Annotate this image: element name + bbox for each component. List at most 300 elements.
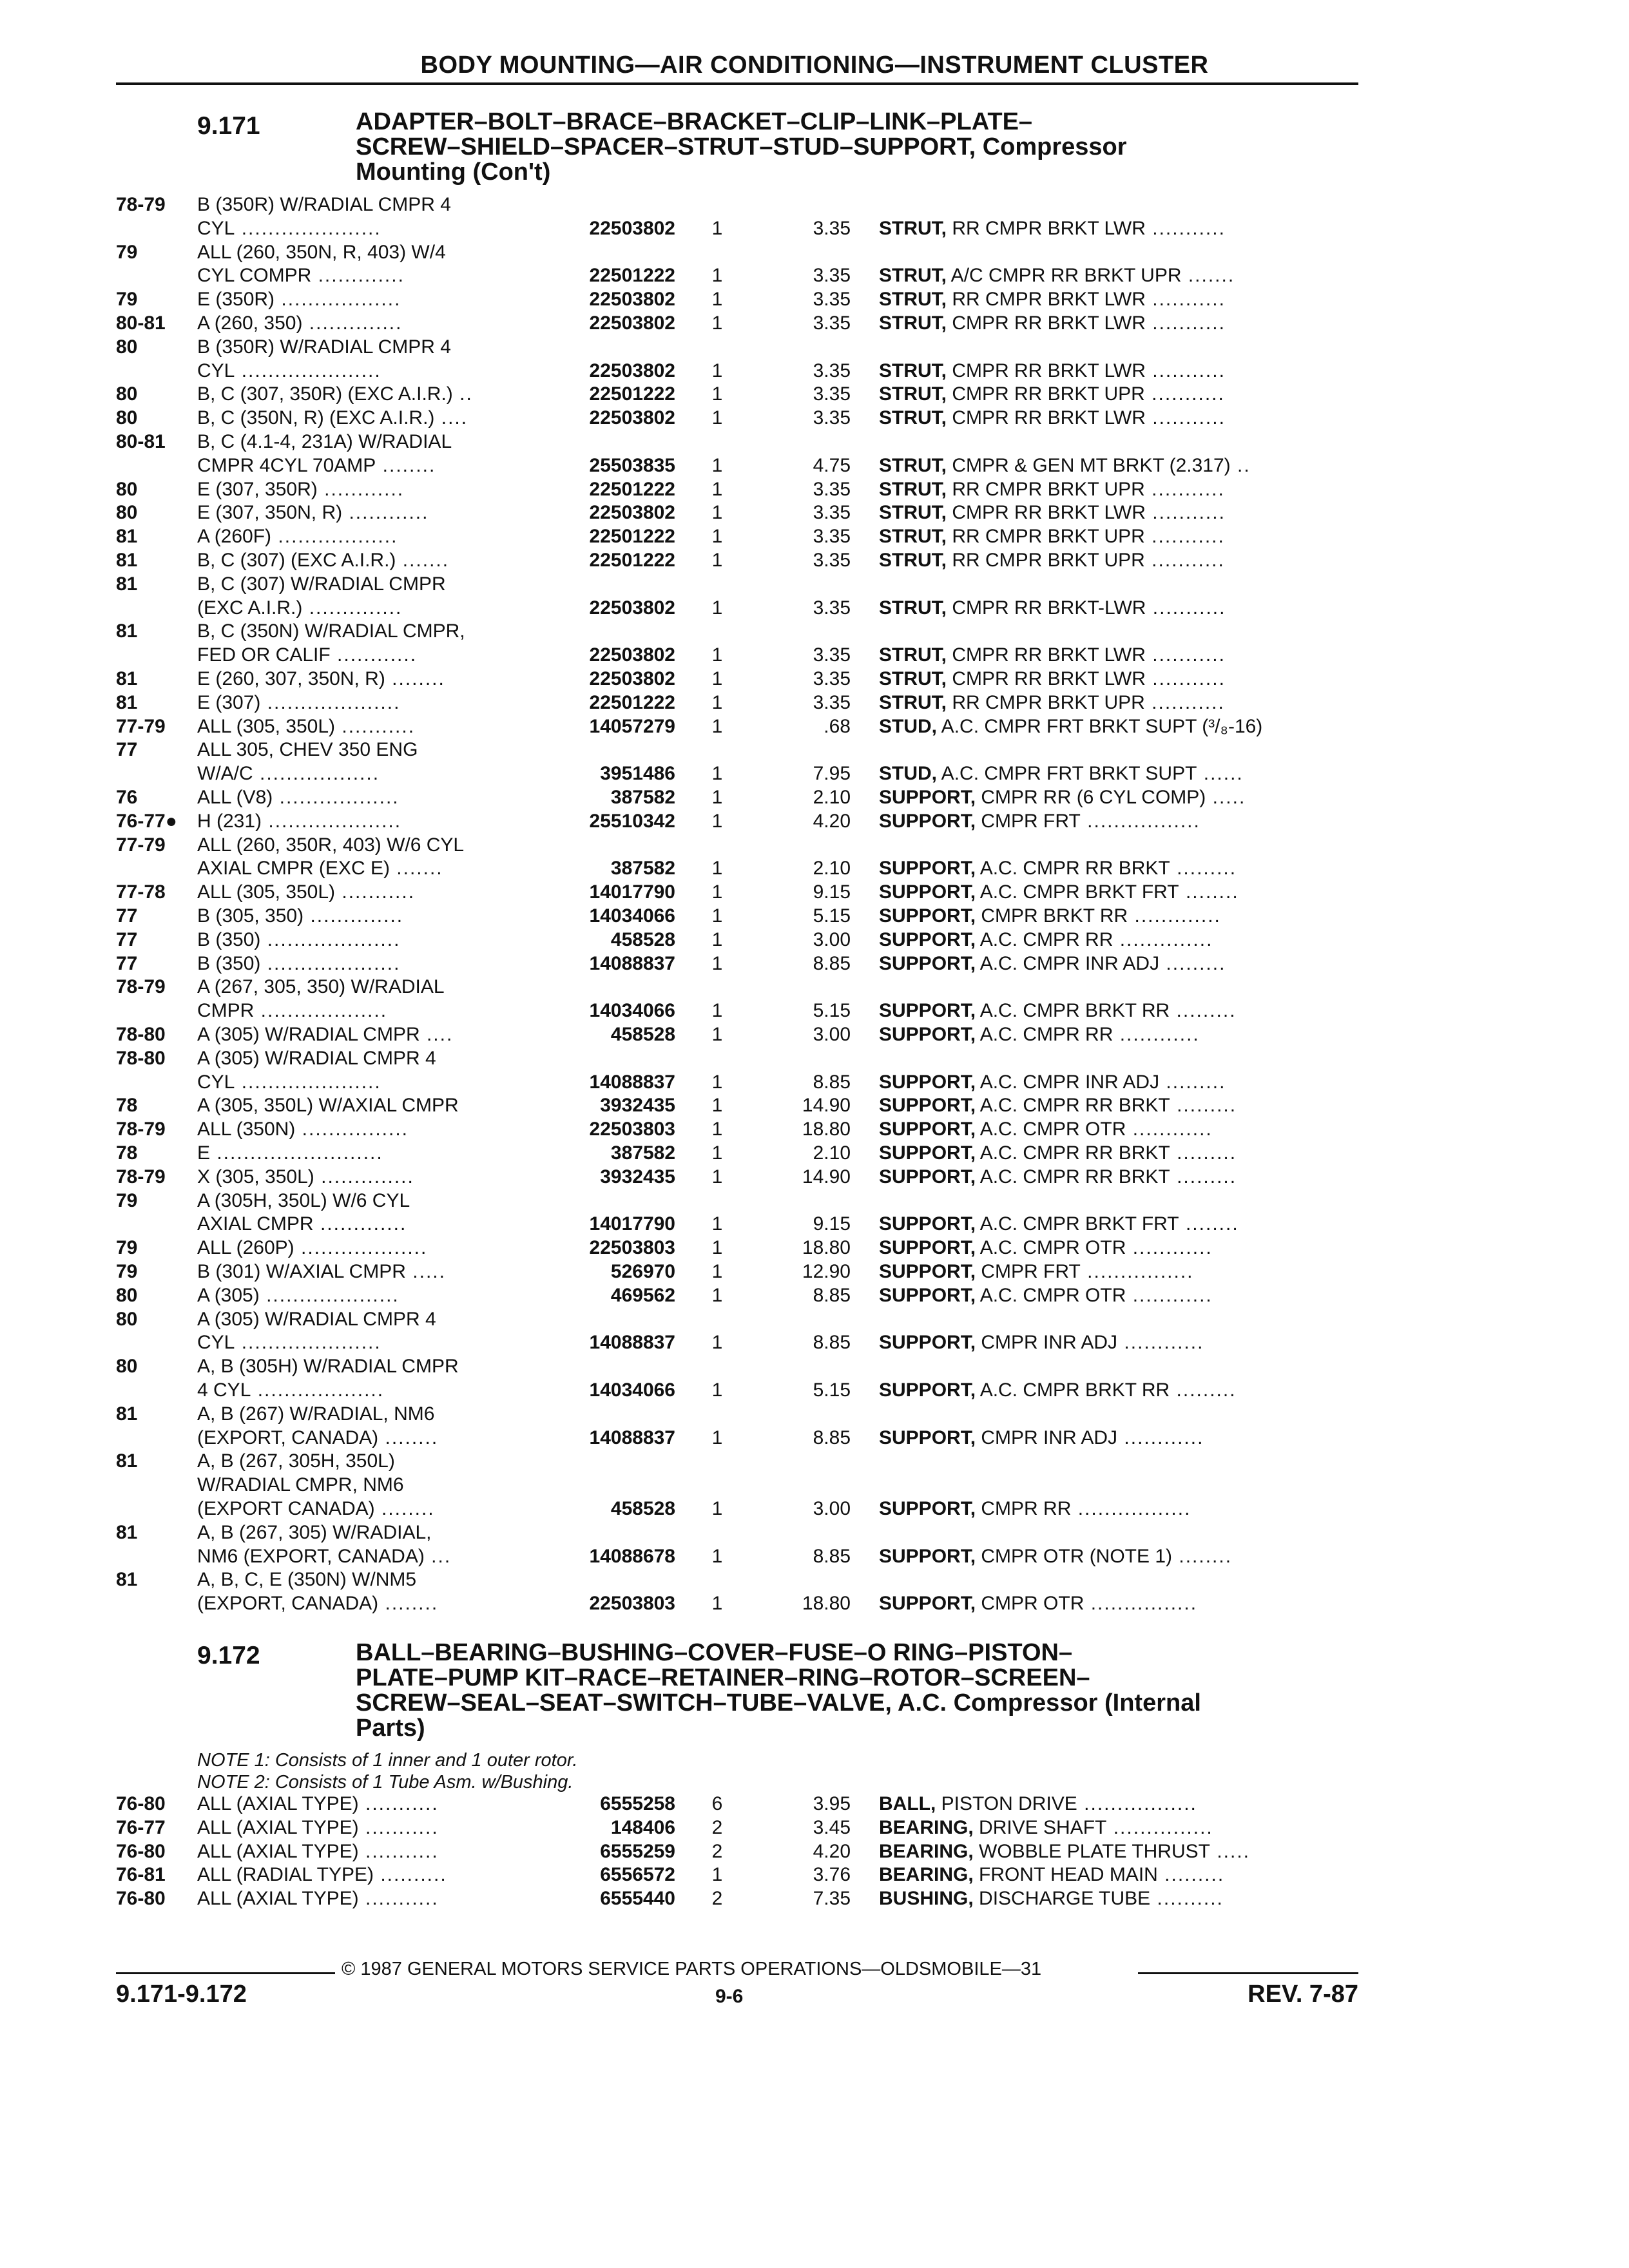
- part-number: 469562: [610, 1284, 675, 1306]
- part-name: [879, 288, 1226, 311]
- application: [197, 738, 418, 762]
- leader-dots: .........: [1159, 952, 1226, 974]
- application-text: B (350): [197, 928, 261, 950]
- part-name: [879, 881, 1239, 904]
- leader-dots: ...................: [294, 1237, 428, 1259]
- model-years: 80: [116, 383, 138, 405]
- table-row: [0, 1260, 1629, 1283]
- note: NOTE 1: Consists of 1 inner and 1 outer rotor.: [197, 1750, 578, 1771]
- application: [197, 881, 415, 904]
- price: 8.85: [813, 952, 851, 974]
- leader-dots: ................: [1084, 1593, 1198, 1615]
- leader-dots: ..................: [271, 526, 398, 548]
- part-name: [879, 501, 1226, 524]
- part-name-text: CMPR FRT: [976, 1261, 1081, 1282]
- leader-dots: ............: [1113, 1024, 1200, 1045]
- model-years: 78-79: [116, 1166, 166, 1187]
- application-text: B (350R) W/RADIAL CMPR 4: [197, 194, 451, 215]
- part-number: 387582: [610, 858, 675, 879]
- leader-dots: .....: [1206, 787, 1246, 808]
- table-row: [0, 573, 1629, 596]
- application: [197, 549, 449, 572]
- part-name-keyword: STRUT,: [879, 360, 947, 381]
- leader-dots: ...........: [358, 1840, 439, 1862]
- part-name-keyword: STRUT,: [879, 668, 947, 689]
- leader-dots: .......: [389, 858, 443, 879]
- leader-dots: ................: [1080, 1261, 1194, 1282]
- application: [197, 501, 429, 524]
- leader-dots: ..................: [273, 787, 400, 808]
- part-name-text: A.C. CMPR INR ADJ: [976, 1071, 1160, 1093]
- price: 3.00: [813, 1024, 851, 1045]
- model-years: 77: [116, 928, 138, 950]
- application-text: ALL 305, CHEV 350 ENG: [197, 739, 418, 761]
- model-years: 81: [116, 1521, 138, 1543]
- application: [197, 905, 403, 928]
- application: [197, 999, 387, 1023]
- part-name: [879, 549, 1225, 572]
- leader-dots: ...........: [335, 715, 416, 737]
- application-text: AXIAL CMPR (EXC E): [197, 858, 390, 879]
- model-years: 81: [116, 620, 138, 642]
- table-row: [0, 1331, 1629, 1354]
- price: 3.35: [813, 597, 851, 619]
- part-number: 14017790: [589, 881, 675, 903]
- application-text: ALL (AXIAL TYPE): [197, 1840, 359, 1862]
- table-row: [0, 217, 1629, 240]
- application: [197, 952, 400, 975]
- price: 5.15: [813, 1379, 851, 1401]
- part-name-keyword: SUPPORT,: [879, 1545, 976, 1567]
- table-row: [0, 549, 1629, 572]
- table-row: [0, 1308, 1629, 1331]
- part-name-text: A.C. CMPR RR: [976, 1024, 1113, 1045]
- quantity: 1: [711, 1000, 723, 1022]
- part-number: 6555258: [600, 1793, 675, 1814]
- table-row: [0, 1023, 1629, 1046]
- application: [197, 1497, 435, 1521]
- part-name: [879, 952, 1226, 975]
- application: [197, 1284, 400, 1307]
- part-name-text: A.C. CMPR BRKT RR: [976, 1000, 1170, 1022]
- table-row: [0, 501, 1629, 524]
- part-name-keyword: STUD,: [879, 763, 937, 785]
- model-years: 80: [116, 1284, 138, 1306]
- quantity: 1: [711, 550, 723, 571]
- price: 3.35: [813, 407, 851, 429]
- leader-dots: .......: [1181, 265, 1235, 287]
- application: [197, 928, 400, 952]
- application: [197, 1355, 459, 1378]
- part-name-text: CMPR RR BRKT LWR: [947, 312, 1146, 334]
- application-text: B, C (4.1-4, 231A) W/RADIAL: [197, 431, 452, 452]
- price: 3.35: [813, 289, 851, 311]
- table-row: [0, 1189, 1629, 1213]
- part-name-keyword: SUPPORT,: [879, 1024, 976, 1045]
- application: [197, 1213, 407, 1236]
- part-name-keyword: STRUT,: [879, 526, 947, 548]
- model-years: 80: [116, 336, 138, 358]
- application-text: (EXC A.I.R.): [197, 597, 303, 619]
- leader-dots: ...........: [1144, 383, 1225, 405]
- leader-dots: ............: [1117, 1427, 1204, 1448]
- part-name-text: A.C. CMPR RR: [976, 928, 1113, 950]
- quantity: 1: [711, 644, 723, 666]
- part-number: 25503835: [589, 454, 675, 476]
- leader-dots: ..............: [302, 312, 403, 334]
- model-years: 81: [116, 668, 138, 689]
- model-years: 77: [116, 952, 138, 974]
- application-text: E (307, 350N, R): [197, 502, 343, 524]
- application: [197, 715, 415, 738]
- part-number: 22501222: [589, 691, 675, 713]
- part-name: [879, 1545, 1232, 1568]
- table-row: [0, 1379, 1629, 1402]
- application-text: AXIAL CMPR: [197, 1213, 314, 1235]
- leader-dots: ........: [1172, 1545, 1233, 1567]
- leader-dots: ..: [1230, 454, 1251, 476]
- part-name-keyword: BEARING,: [879, 1840, 974, 1862]
- quantity: 1: [711, 1142, 723, 1164]
- part-name-keyword: BEARING,: [879, 1816, 974, 1838]
- table-row: [0, 1592, 1629, 1615]
- table-row: [0, 999, 1629, 1023]
- leader-dots: ....................: [260, 928, 401, 950]
- leader-dots: ...........: [335, 881, 416, 903]
- leader-dots: ........: [1179, 1213, 1239, 1235]
- table-row: [0, 786, 1629, 809]
- application-text: NM6 (EXPORT, CANADA): [197, 1545, 425, 1567]
- price: 18.80: [802, 1593, 851, 1615]
- model-years: 80-81: [116, 312, 166, 334]
- table-row: [0, 525, 1629, 548]
- table-row: [0, 1474, 1629, 1497]
- footer-section-range: 9.171-9.172: [116, 1981, 247, 2008]
- leader-dots: ...........: [1144, 478, 1225, 500]
- part-name: [879, 1023, 1200, 1046]
- price: 3.35: [813, 360, 851, 381]
- model-years: 76-80: [116, 1840, 166, 1862]
- quantity: 2: [711, 1840, 723, 1862]
- application: [197, 1189, 410, 1213]
- part-number: 526970: [610, 1261, 675, 1282]
- application: [197, 1474, 404, 1497]
- part-number: 14088837: [589, 1071, 675, 1093]
- application: [197, 217, 381, 240]
- price: 3.35: [813, 478, 851, 500]
- application: [197, 975, 445, 999]
- leader-dots: ..................: [275, 289, 401, 311]
- part-number: 22501222: [589, 478, 675, 500]
- part-name: [879, 1260, 1194, 1283]
- quantity: 1: [711, 763, 723, 785]
- leader-dots: ............: [1117, 1332, 1204, 1354]
- table-row: [0, 288, 1629, 311]
- quantity: 1: [711, 217, 723, 239]
- part-number: 458528: [610, 1498, 675, 1519]
- application-text: (EXPORT CANADA): [197, 1498, 375, 1519]
- application-text: ALL (260, 350N, R, 403) W/4: [197, 241, 446, 263]
- application-text: A, B, C, E (350N) W/NM5: [197, 1569, 417, 1591]
- part-name-text: CMPR INR ADJ: [976, 1427, 1118, 1448]
- leader-dots: ...........: [1144, 691, 1225, 713]
- part-name-text: A/C CMPR RR BRKT UPR: [947, 265, 1182, 287]
- leader-dots: ...........: [1145, 217, 1226, 239]
- part-number: 458528: [610, 1024, 675, 1045]
- model-years: 80: [116, 1308, 138, 1330]
- leader-dots: .........: [1170, 1142, 1237, 1164]
- quantity: 1: [711, 383, 723, 405]
- leader-dots: .............: [311, 265, 405, 287]
- quantity: 1: [711, 1427, 723, 1448]
- application-text: B (301) W/AXIAL CMPR: [197, 1261, 406, 1282]
- application-text: E: [197, 1142, 211, 1164]
- part-number: 387582: [610, 1142, 675, 1164]
- part-name: [879, 217, 1226, 240]
- application-text: A (267, 305, 350) W/RADIAL: [197, 976, 445, 998]
- part-name: [879, 1094, 1237, 1117]
- table-row: [0, 668, 1629, 691]
- application: [197, 1403, 434, 1426]
- quantity: 1: [711, 1284, 723, 1306]
- application-text: A, B (305H) W/RADIAL CMPR: [197, 1356, 459, 1378]
- part-name-keyword: STRUT,: [879, 454, 947, 476]
- part-name-keyword: SUPPORT,: [879, 1332, 976, 1354]
- part-name-text: CMPR FRT: [976, 810, 1081, 832]
- part-number: 22503803: [589, 1593, 675, 1615]
- part-name: [879, 407, 1226, 430]
- quantity: 1: [711, 1024, 723, 1045]
- model-years: 81: [116, 550, 138, 571]
- quantity: 1: [711, 265, 723, 287]
- part-name-text: A.C. CMPR RR BRKT: [976, 1142, 1170, 1164]
- part-name-keyword: STRUT,: [879, 597, 947, 619]
- page-title: BODY MOUNTING—AIR CONDITIONING—INSTRUMENT CLUSTER: [420, 52, 1209, 79]
- section-title-line: Mounting (Con't): [356, 159, 551, 186]
- price: 5.15: [813, 905, 851, 927]
- price: 3.35: [813, 383, 851, 405]
- part-number: 6555259: [600, 1840, 675, 1862]
- part-name: [879, 1118, 1213, 1141]
- leader-dots: ......: [1197, 763, 1244, 785]
- table-row: [0, 1284, 1629, 1307]
- part-name-keyword: BEARING,: [879, 1864, 974, 1886]
- part-name-keyword: SUPPORT,: [879, 1095, 976, 1117]
- part-number: 22503802: [589, 644, 675, 666]
- part-name-text: A.C. CMPR BRKT FRT: [976, 1213, 1179, 1235]
- leader-dots: ............: [1126, 1119, 1213, 1140]
- part-name: [879, 905, 1221, 928]
- part-number: 3932435: [600, 1166, 675, 1187]
- part-number: 3951486: [600, 763, 675, 785]
- price: 9.15: [813, 1213, 851, 1235]
- leader-dots: ...........: [1146, 597, 1226, 619]
- part-name-keyword: STRUT,: [879, 407, 947, 429]
- part-number: 22503802: [589, 502, 675, 524]
- part-name: [879, 1071, 1226, 1094]
- application-text: A (305): [197, 1284, 260, 1306]
- application-text: E (350R): [197, 289, 275, 311]
- quantity: 1: [711, 407, 723, 429]
- section-title: [356, 1640, 1361, 1741]
- application-text: ALL (V8): [197, 787, 273, 808]
- part-number: 22501222: [589, 383, 675, 405]
- table-row: [0, 881, 1629, 904]
- model-years: 77: [116, 905, 138, 927]
- part-name-text: A.C. CMPR OTR: [976, 1237, 1126, 1259]
- leader-dots: .....: [1210, 1840, 1250, 1862]
- part-name-text: CMPR OTR: [976, 1593, 1084, 1615]
- table-row: [0, 1545, 1629, 1568]
- table-row: [0, 715, 1629, 738]
- price: 4.20: [813, 810, 851, 832]
- part-number: 22503802: [589, 312, 675, 334]
- application-text: A (305H, 350L) W/6 CYL: [197, 1189, 410, 1211]
- price: 3.35: [813, 668, 851, 689]
- application: [197, 478, 404, 501]
- table-row: [0, 1840, 1629, 1863]
- price: 3.35: [813, 526, 851, 548]
- application: [197, 620, 465, 643]
- quantity: 1: [711, 1095, 723, 1117]
- leader-dots: .............: [313, 1213, 407, 1235]
- application-text: B (305, 350): [197, 905, 304, 927]
- price: 3.35: [813, 265, 851, 287]
- application-text: A (305) W/RADIAL CMPR: [197, 1024, 420, 1045]
- part-name: [879, 1331, 1204, 1354]
- application: [197, 336, 451, 359]
- price: 3.76: [813, 1864, 851, 1886]
- quantity: 1: [711, 858, 723, 879]
- application: [197, 1450, 395, 1473]
- application: [197, 810, 401, 833]
- table-row: [0, 1071, 1629, 1094]
- price: 2.10: [813, 1142, 851, 1164]
- part-name: [879, 1284, 1213, 1307]
- leader-dots: .........: [1170, 1000, 1237, 1022]
- section-title: [356, 110, 1361, 185]
- part-name: [879, 360, 1226, 383]
- application-text: ALL (305, 350L): [197, 715, 336, 737]
- leader-dots: ............: [342, 502, 429, 524]
- leader-dots: ...........: [1145, 668, 1226, 689]
- leader-dots: .........: [1170, 1379, 1237, 1401]
- table-row: [0, 1403, 1629, 1426]
- leader-dots: ..............: [302, 597, 403, 619]
- table-row: [0, 478, 1629, 501]
- leader-dots: .......: [396, 550, 450, 571]
- price: 3.95: [813, 1793, 851, 1814]
- application-text: A (260, 350): [197, 312, 303, 334]
- section-number: 9.172: [197, 1642, 260, 1669]
- part-name-keyword: STRUT,: [879, 478, 947, 500]
- leader-dots: ...........: [358, 1816, 439, 1838]
- price: 9.15: [813, 881, 851, 903]
- part-name-keyword: BALL,: [879, 1793, 936, 1814]
- part-number: 14034066: [589, 1379, 675, 1401]
- leader-dots: .........................: [210, 1142, 383, 1164]
- part-name-keyword: SUPPORT,: [879, 1427, 976, 1448]
- footer-rule-right: [1138, 1972, 1358, 1974]
- part-name-text: A.C. CMPR RR BRKT: [976, 1166, 1170, 1187]
- leader-dots: ....................: [260, 952, 401, 974]
- model-years: 81: [116, 691, 138, 713]
- part-name-keyword: SUPPORT,: [879, 1000, 976, 1022]
- part-name: [879, 1792, 1197, 1816]
- part-name: [879, 1142, 1237, 1165]
- part-number: 22501222: [589, 526, 675, 548]
- table-row: [0, 312, 1629, 335]
- leader-dots: .........: [1170, 858, 1237, 879]
- table-row: [0, 360, 1629, 383]
- table-row: [0, 1236, 1629, 1260]
- leader-dots: ............: [1126, 1284, 1213, 1306]
- part-name: [879, 928, 1213, 952]
- application-text: B, C (307) (EXC A.I.R.): [197, 550, 396, 571]
- table-row: [0, 430, 1629, 454]
- part-name: [879, 1592, 1197, 1615]
- application-text: A, B (267) W/RADIAL, NM6: [197, 1403, 435, 1425]
- price: 8.85: [813, 1284, 851, 1306]
- part-name-text: CMPR RR BRKT LWR: [947, 668, 1146, 689]
- quantity: 1: [711, 289, 723, 311]
- application: [197, 644, 417, 667]
- part-name-keyword: SUPPORT,: [879, 810, 976, 832]
- application-text: H (231): [197, 810, 262, 832]
- model-years: 78-79: [116, 976, 166, 998]
- part-number: 3932435: [600, 1095, 675, 1117]
- table-row: [0, 454, 1629, 477]
- part-name: [879, 264, 1235, 287]
- table-row: [0, 383, 1629, 406]
- quantity: 1: [711, 810, 723, 832]
- price: 3.35: [813, 550, 851, 571]
- part-name-keyword: STRUT,: [879, 289, 947, 311]
- leader-dots: .................: [1077, 1793, 1197, 1814]
- leader-dots: ............: [330, 644, 418, 666]
- part-name-text: CMPR BRKT RR: [976, 905, 1128, 927]
- application: [197, 573, 446, 596]
- price: 3.00: [813, 928, 851, 950]
- model-years: 77-79: [116, 834, 166, 856]
- quantity: 1: [711, 478, 723, 500]
- part-name: [879, 1236, 1213, 1260]
- part-name: [879, 1497, 1191, 1521]
- application-text: ALL (AXIAL TYPE): [197, 1816, 359, 1838]
- model-years: 81: [116, 1569, 138, 1591]
- part-name-text: CMPR OTR (NOTE 1): [976, 1545, 1173, 1567]
- application-text: CYL: [197, 1071, 235, 1093]
- leader-dots: .........: [1170, 1166, 1237, 1187]
- application-text: B, C (307) W/RADIAL CMPR: [197, 573, 446, 595]
- leader-dots: ..........: [373, 1864, 447, 1886]
- part-number: 6555440: [600, 1888, 675, 1910]
- application-text: B, C (307, 350R) (EXC A.I.R.): [197, 383, 453, 405]
- part-name-keyword: SUPPORT,: [879, 858, 976, 879]
- part-name: [879, 1863, 1224, 1887]
- model-years: 81: [116, 1403, 138, 1425]
- quantity: 1: [711, 526, 723, 548]
- part-number: 22501222: [589, 265, 675, 287]
- part-name-text: A.C. CMPR INR ADJ: [976, 952, 1160, 974]
- application-text: E (307): [197, 691, 261, 713]
- leader-dots: .................: [1071, 1498, 1191, 1519]
- leader-dots: ...........: [1145, 407, 1226, 429]
- table-row: [0, 1497, 1629, 1521]
- application: [197, 241, 446, 264]
- application: [197, 360, 381, 383]
- part-name-keyword: SUPPORT,: [879, 881, 976, 903]
